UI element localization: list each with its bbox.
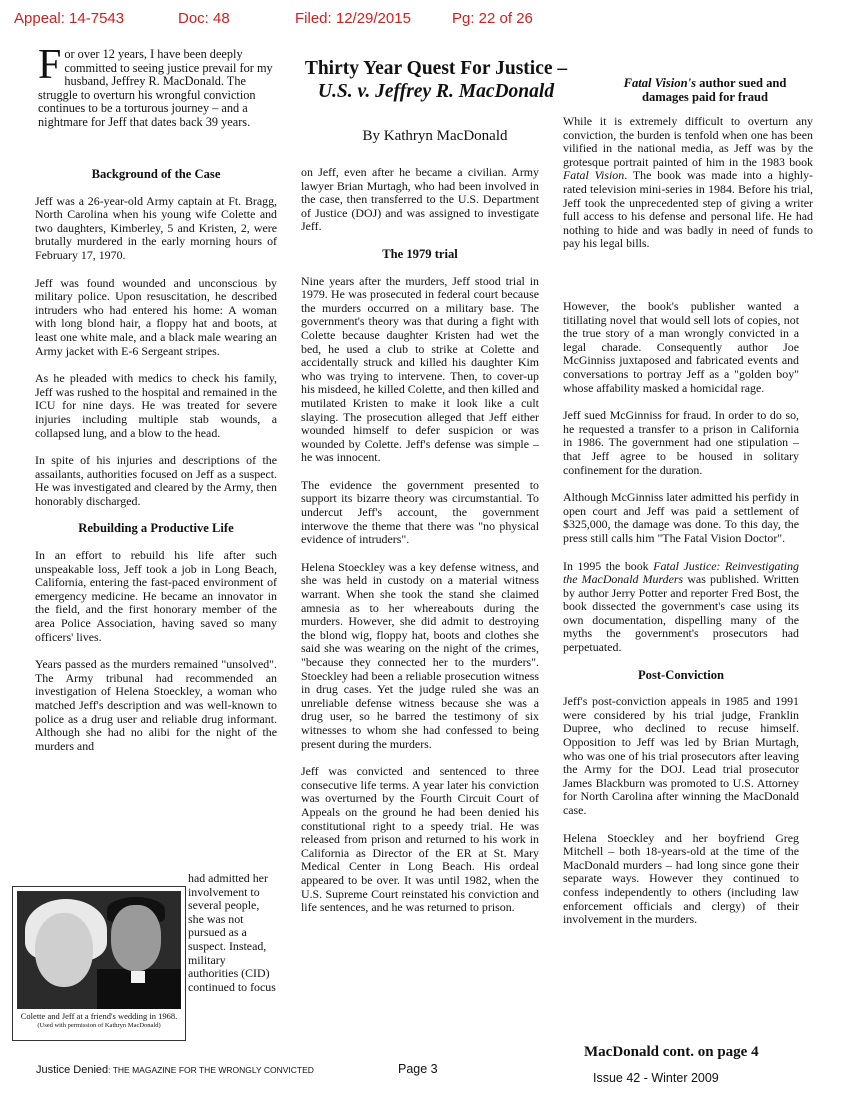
sidebar-heading-em: Fatal Vision's — [623, 76, 697, 90]
title-line-2: U.S. v. Jeffrey R. MacDonald — [317, 81, 555, 102]
paragraph: However, the book's publisher wanted a titillating novel that would sell lots of copies, not the true story of a man wrongly convicted in a legal charade. Consequently author Joe McGinniss juxtaposed and fabricated events and conversations to portray Jeff as a "golden boy" whose affability masked a homicidal rage. — [563, 299, 799, 395]
appeal-number: Appeal: 14-7543 — [14, 10, 125, 27]
subheading-rebuilding: Rebuilding a Productive Life — [78, 521, 234, 536]
article-intro — [38, 42, 282, 130]
paragraph: Jeff's post-conviction appeals in 1985 and 1991 were considered by his trial judge, Franklin Dupree, who declined to recuse himself. Opposition to Jeff was led by Brian Murtagh, who was one of his trial prosecutors after leaving the Army for the DOJ. Lead trial prosecutor James Blackburn was promoted to U.S. Attorney for North Carolina after winning the MacDonald case. — [563, 694, 799, 817]
paragraph: Jeff was convicted and sentenced to three consecutive life terms. A year later his conviction was overturned by the Fourth Circuit Court of Appeals on the ground he had been denied his constitutional right to a speedy trial. He was released from prison and returned to his work in California as Director of the ER at St. Mary Medical Center in Long Beach. His ordeal appeared to be over. It was until 1982, when the U.S. Supreme Court reinstated his conviction and life sentences, and he was returned to prison. — [301, 764, 539, 915]
photo-credit: (Used with permission of Kathryn MacDonald) — [37, 1022, 161, 1029]
drop-cap: F — [38, 42, 62, 88]
book-title-fatal-vision: Fatal Vision — [563, 168, 625, 183]
paragraph: The evidence the government presented to support its bizarre theory was circumstantial. To undercut Jeff's account, the government interwove the theme that there was "no physical evidence of intruders". — [301, 477, 539, 547]
byline: By Kathryn MacDonald — [362, 128, 508, 144]
publication-tagline: : THE MAGAZINE FOR THE WRONGLY CONVICTED — [108, 1065, 314, 1075]
photo-wrap-text: had admitted her involvement to several people, she was not pursued as a suspect. Instead, military authorities (CID) continued to focus — [188, 871, 276, 994]
title-line-1: Thirty Year Quest For Justice – — [304, 58, 568, 79]
photo-caption: Colette and Jeff at a friend's wedding in 1968. (Used with permission of Kathryn MacDonald) — [17, 1011, 181, 1031]
paragraph: Jeff was a 26-year-old Army captain at Ft. Bragg, North Carolina when his young wife Colette and two daughters, Kimberley, 5 and Kristen, 2, were brutally murdered in the early morning hours of February 17, 1970. — [35, 193, 277, 262]
column-1 — [35, 168, 277, 753]
footer-page: Page 3 — [398, 1062, 438, 1076]
article-title — [286, 57, 586, 103]
doc-number: Doc: 48 — [178, 10, 230, 27]
paragraph: In an effort to rebuild his life after such unspeakable loss, Jeff took a job in Long Beach, California, entering the fast-paced environment of emergency medicine. He became an innovator in the field, and the first honorary member of the area Police Association, having saved so many officers' lives. — [35, 548, 277, 644]
publication-name: Justice Denied — [36, 1064, 109, 1076]
footer-publication — [36, 1064, 314, 1076]
subheading-post-conviction: Post-Conviction — [637, 667, 725, 682]
book-title-fatal-justice: Fatal Justice: Reinvestigating the MacDonald Murders — [563, 558, 799, 587]
paragraph: Helena Stoeckley and her boyfriend Greg Mitchell – both 18-years-old at the time of the MacDonald murders – had long since gone their separate ways. However they continued to confess independently to others (including law enforcement officials and clergy) of their involvement in the murders. — [563, 830, 799, 927]
subheading-background: Background of the Case — [91, 167, 221, 181]
paragraph: Helena Stoeckley was a key defense witness, and she was held in custody on a material witness warrant. When she took the stand she claimed amnesia as to her whereabouts during the murders. However, she did admit to destroying the blond wig, floppy hat, boots and clothes she said she was wearing on the night of the crimes, "because they connected her to the murders". Stoeckley had been a reliable prosecution witness in drug cases. Yet the judge ruled she was an unreliable defense witness because she was a drug user, so he barred the testimony of six witnesses to whom she had confessed to being present during the murders. — [301, 559, 539, 751]
paragraph: As he pleaded with medics to check his family, Jeff was rushed to the hospital and remained in the ICU for nine days. He was treated for severe injuries including multiple stab wounds, a collapsed lung, and a blow to the head. — [35, 371, 277, 440]
intro-text: or over 12 years, I have been deeply committed to seeing justice prevail for my husband, Jeffrey R. MacDonald. The struggle to overturn his wrongful conviction continues to be a torturous journey – and a nightmare for Jeff that dates back 39 years. — [38, 47, 273, 129]
continued-notice: MacDonald cont. on page 4 — [584, 1044, 759, 1060]
column-2 — [301, 166, 539, 929]
filed-date: Filed: 12/29/2015 — [295, 10, 411, 27]
paragraph: Jeff was found wounded and unconscious by military police. Upon resuscitation, he described intruders who had entered his home: A woman with long blond hair, a floppy hat and boots, at least one white male, and a black male wearing an Army jacket with E-6 Sergeant stripes. — [35, 275, 277, 358]
paragraph: Although McGinniss later admitted his perfidy in open court and Jeff was paid a settlement of $325,000, the damage was done. To this day, the press still calls him "The Fatal Vision Doctor". — [563, 490, 799, 545]
subheading-1979-trial: The 1979 trial — [382, 246, 458, 261]
sidebar-paragraph-1: While it is extremely difficult to overturn any conviction, the burden is tenfold when one has been vilified in the national media, as Jeff was by the grotesque portrait painted of him in the 1983 book Fatal Vision. The book was made into a highly-rated television mini-series in 1984. Before his trial, Jeff took the unprecedented step of giving a writer full access to his defense and personal life. He had nothing to hide and was badly in need of funds to pay his legal bills. — [563, 114, 813, 251]
sidebar-heading-rest: author sued and damages paid for fraud — [641, 76, 787, 104]
column-3 — [563, 300, 799, 941]
page-count: Pg: 22 of 26 — [452, 10, 533, 27]
paragraph: Jeff sued McGinniss for fraud. In order to do so, he requested a transfer to a prison in California in 1986. The government had one stipulation – that Jeff agree to be housed in solitary confinement for the duration. — [563, 408, 799, 477]
paragraph: In spite of his injuries and descriptions of the assailants, authorities focused on Jeff as a suspect. He was investigated and cleared by the Army, then honorably discharged. — [35, 453, 277, 508]
footer-issue: Issue 42 - Winter 2009 — [593, 1071, 719, 1085]
paragraph: Years passed as the murders remained "unsolved". The Army tribunal had recommended an investigation of Helena Stoeckley, a woman who matched Jeff's description and was well-known to police as a drug user and reliable drug informant. Although she had no alibi for the night of the murders and — [35, 657, 277, 753]
wedding-photo — [17, 891, 181, 1009]
sidebar-heading — [600, 76, 810, 104]
paragraph: on Jeff, even after he became a civilian. Army lawyer Brian Murtagh, who had been involved in the case, then transferred to the U.S. Department of Justice (DOJ) and was assigned to investigate Jeff. — [301, 165, 539, 234]
paragraph: Nine years after the murders, Jeff stood trial in 1979. He was prosecuted in federal court because the murders occurred on a military base. The government's theory was that during a fight with Colette because daughter Kristen had wet the bed, he used a club to strike at Colette and accidentally struck and killed his daughter Kim who was trying to intervene. Then, to cover-up his misdeed, he killed Colette, and then killed and mutilated Kristen to make it look like a cult slaying. The prosecution alleged that Jeff either wounded himself to defer suspicion or was wounded by Colette. Jeff's defense was simple – he was innocent. — [301, 273, 539, 465]
filing-header — [0, 10, 860, 32]
paragraph: In 1995 the book Fatal Justice: Reinvestigating the MacDonald Murders was published. Written by author Jerry Potter and reporter Fred Bost, the book dissected the government's case using its own documentation, dispelling many of the myths the government's prosecutors had perpetuated. — [563, 558, 799, 655]
wedding-photo-box — [12, 886, 186, 1041]
